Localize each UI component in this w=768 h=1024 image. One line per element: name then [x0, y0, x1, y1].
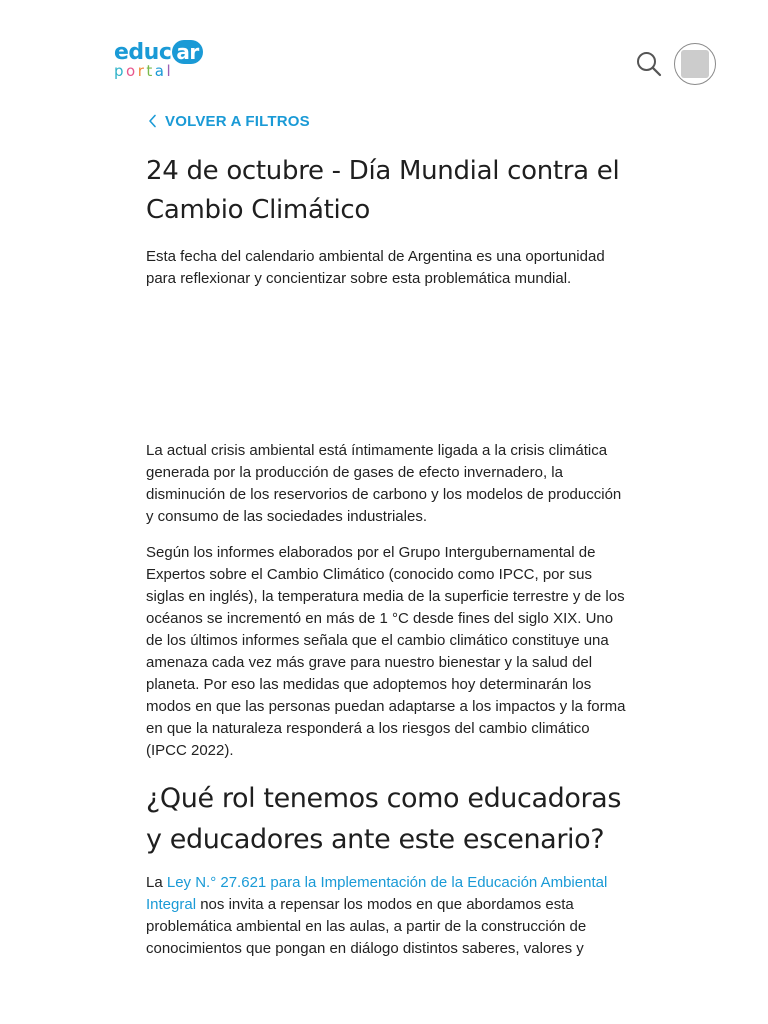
article-paragraph: La actual crisis ambiental está íntimamente ligada a la crisis climática generada por la producción de gases de efecto invernadero, la disminución de los reservorios de carbono y los modelos de producción y consumo de las sociedades industriales. [146, 442, 622, 525]
logo-letter: o [126, 62, 138, 80]
article-paragraph [146, 872, 626, 960]
page-title: 24 de octubre - Día Mundial contra el Cambio Climático [146, 156, 620, 225]
article-summary: Esta fecha del calendario ambiental de Argentina es una oportunidad para reflexionar y concientizar sobre esta problemática mundial. [146, 248, 605, 287]
article-paragraph: Según los informes elaborados por el Grupo Intergubernamental de Expertos sobre el Cambio Climático (conocido como IPCC, por sus siglas en inglés), la temperatura media de la superficie terrestre y de los océanos se incrementó en más de 1 °C desde fines del siglo XIX. Uno de los últimos informes señala que el cambio climático constituye una amenaza cada vez más grave para nuestro bienestar y la salud del planeta. Por eso las medidas que adoptemos hoy determinarán los modos en que las personas puedan adaptarse a los impactos y la forma en que la naturaleza responderá a los riesgos del cambio climático (IPCC 2022). [146, 544, 626, 759]
logo-letter: l [166, 62, 174, 80]
avatar [681, 50, 709, 78]
logo-educ: educ [114, 40, 172, 65]
educar-portal-logo[interactable] [113, 40, 208, 82]
logo-portal [114, 62, 173, 80]
logo-letter: t [146, 62, 155, 80]
logo-ar-badge: ar [172, 40, 202, 64]
logo-letter: r [137, 62, 147, 80]
logo-letter: p [114, 62, 127, 80]
header [0, 0, 768, 100]
article-content [146, 108, 626, 960]
law-27621-link[interactable]: Ley N.° 27.621 para la Implementación de la Educación Ambiental Integral [146, 874, 608, 913]
paragraph-prefix: La [146, 874, 167, 891]
media-placeholder [146, 290, 626, 440]
logo-letter: a [154, 62, 167, 80]
back-to-filters-label: VOLVER A FILTROS [165, 112, 310, 130]
section-heading: ¿Qué rol tenemos como educadoras y educadores ante este escenario? [146, 783, 621, 855]
user-avatar-button[interactable] [674, 43, 716, 85]
back-to-filters-link[interactable] [148, 108, 626, 134]
paragraph-suffix: nos invita a repensar los modos en que abordamos esta problemática ambiental en las aulas, a partir de la construcción de conocimientos que pongan en diálogo distintos saberes, valores y [146, 896, 587, 957]
search-button[interactable] [634, 49, 664, 79]
chevron-left-icon [148, 114, 158, 128]
search-icon [634, 49, 664, 79]
